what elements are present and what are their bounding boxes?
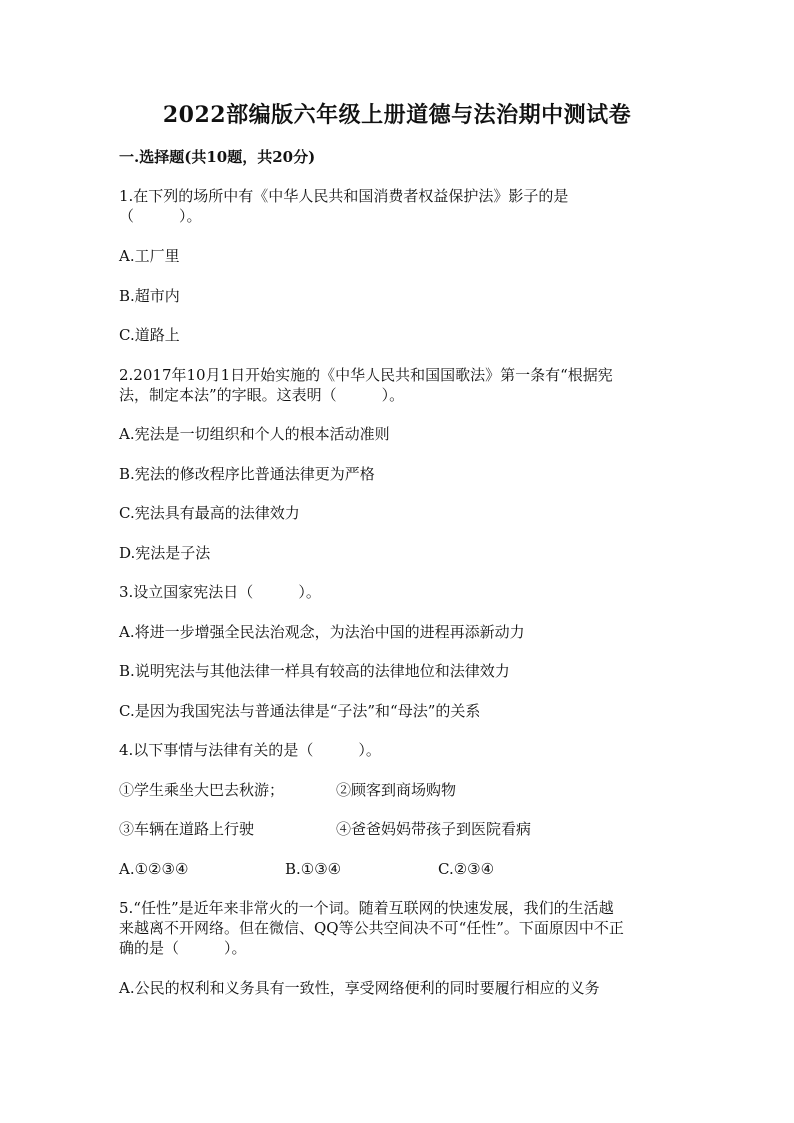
question-1-option-a: A.工厂里	[119, 247, 180, 265]
question-4-items-row-1	[119, 780, 689, 800]
question-4-items-row-2	[119, 819, 689, 839]
question-3-option-a: A.将进一步增强全民法治观念，为法治中国的进程再添新动力	[119, 623, 525, 641]
question-2-option-a: A.宪法是一切组织和个人的根本活动准则	[119, 425, 390, 443]
question-2-stem-line-1: 2.2017年10月1日开始实施的《中华人民共和国国歌法》第一条有“根据宪	[119, 366, 613, 384]
question-2-option-c: C.宪法具有最高的法律效力	[119, 504, 300, 522]
question-1-option-b: B.超市内	[119, 287, 180, 305]
question-4-option-a: A.①②③④	[119, 860, 189, 878]
question-3-stem-line-1: 3.设立国家宪法日（ ）。	[119, 583, 321, 601]
question-5-stem-line-1: 5.“任性”是近年来非常火的一个词。随着互联网的快速发展，我们的生活越	[119, 899, 614, 917]
question-4-item-3: ③车辆在道路上行驶	[119, 820, 255, 838]
question-2-option-b: B.宪法的修改程序比普通法律更为严格	[119, 465, 375, 483]
question-4-item-4: ④爸爸妈妈带孩子到医院看病	[336, 820, 532, 838]
question-2-option-d: D.宪法是子法	[119, 544, 211, 562]
question-5-stem-line-2: 来越离不开网络。但在微信、QQ等公共空间决不可“任性”。下面原因中不正	[119, 919, 624, 937]
question-1-stem-line-1: 1.在下列的场所中有《中华人民共和国消费者权益保护法》影子的是	[119, 187, 569, 205]
document-title: 2022部编版六年级上册道德与法治期中测试卷	[162, 102, 632, 128]
question-4-option-b: B.①③④	[285, 860, 342, 878]
question-4-options-row	[119, 859, 689, 879]
question-1-option-c: C.道路上	[119, 326, 180, 344]
question-4-option-c: C.②③④	[438, 860, 495, 878]
question-4-item-2: ②顾客到商场购物	[336, 781, 457, 799]
question-4-item-1: ①学生乘坐大巴去秋游；	[119, 781, 285, 799]
question-3-option-b: B.说明宪法与其他法律一样具有较高的法律地位和法律效力	[119, 662, 510, 680]
question-5-stem-line-3: 确的是（ ）。	[119, 939, 247, 957]
question-2-stem-line-2: 法，制定本法”的字眼。这表明（ ）。	[119, 386, 405, 404]
section-heading: 一.选择题(共10题，共20分)	[119, 148, 316, 166]
question-5-option-a: A.公民的权利和义务具有一致性，享受网络便利的同时要履行相应的义务	[119, 979, 600, 997]
question-4-stem-line-1: 4.以下事情与法律有关的是（ ）。	[119, 741, 381, 759]
question-1-stem-line-2: （ ）。	[119, 207, 202, 225]
question-3-option-c: C.是因为我国宪法与普通法律是“子法”和“母法”的关系	[119, 702, 481, 720]
